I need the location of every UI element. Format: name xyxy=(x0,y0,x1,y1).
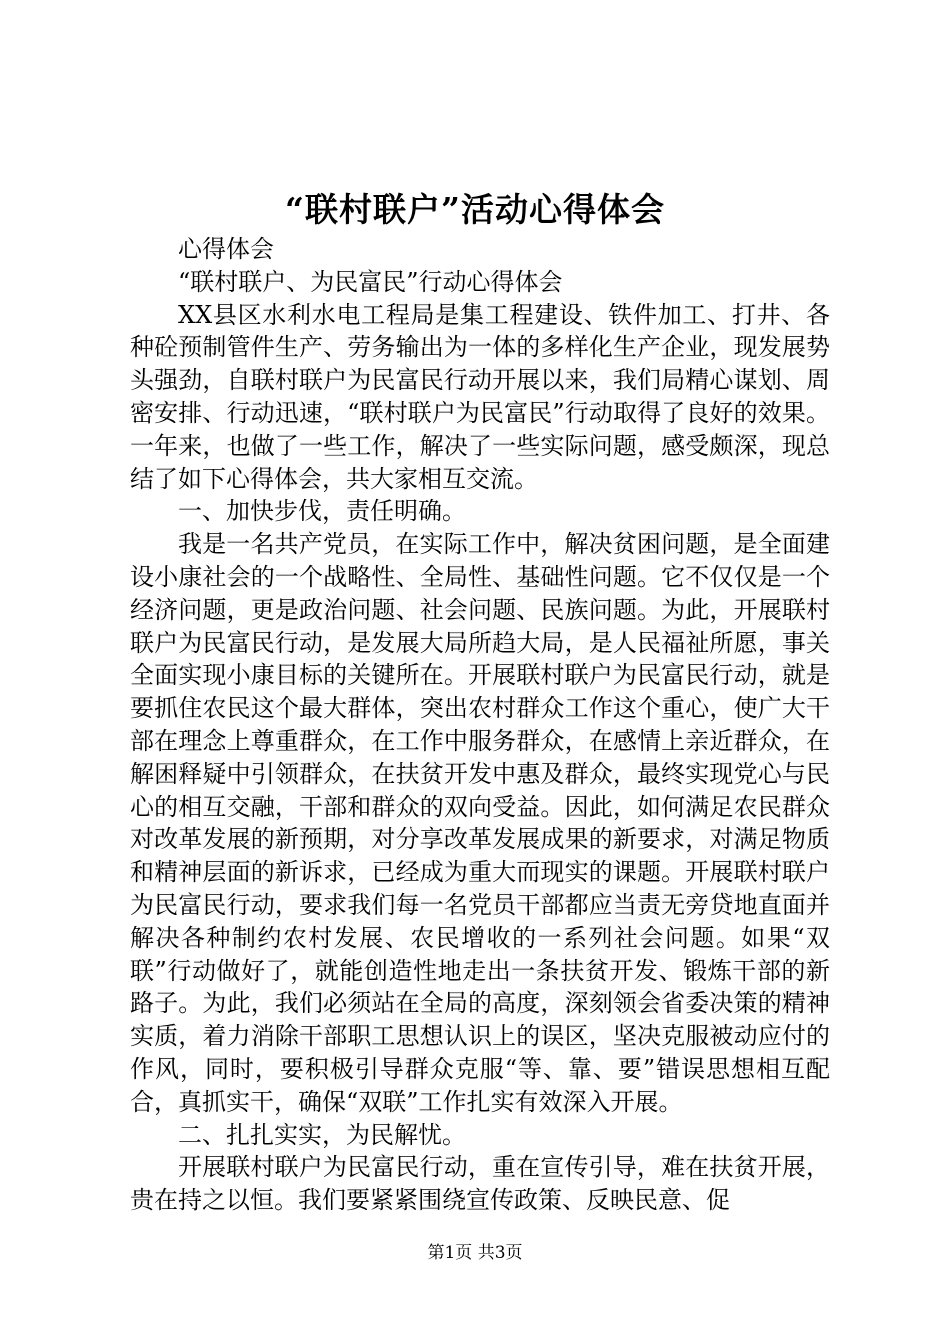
section-heading-1: 一、加快步伐，责任明确。 xyxy=(178,497,466,526)
paragraph-intro: XX县区水利水电工程局是集工程建设、铁件加工、打井、各种砼预制管件生产、劳务输出为一体的多样化生产企业，现发展势头强劲，自联村联户为民富民行动开展以来，我们局精心谋划、周密安排、行动迅速，“联村联户为民富民”行动取得了良好的效果。一年来，也做了一些工作，解决了一些实际问题，感受颇深，现总结了如下心得体会，共大家相互交流。 xyxy=(130,300,830,493)
page-number-footer: 第1页 共3页 xyxy=(427,1243,523,1263)
document-title: “联村联户”活动心得体会 xyxy=(285,190,665,229)
paragraph-section-1: 我是一名共产党员，在实际工作中，解决贫困问题，是全面建设小康社会的一个战略性、全局性、基础性问题。它不仅仅是一个经济问题，更是政治问题、社会问题、民族问题。为此，开展联村联户为民富民行动，是发展大局所趋大局，是人民福祉所愿，事关全面实现小康目标的关键所在。开展联村联户为民富民行动，就是要抓住农民这个最大群体，突出农村群众工作这个重心，使广大干部在理念上尊重群众，在工作中服务群众，在感情上亲近群众，在解困释疑中引领群众，在扶贫开发中惠及群众，最终实现党心与民心的相互交融，干部和群众的双向受益。因此，如何满足农民群众对改革发展的新预期，对分享改革发展成果的新要求，对满足物质和精神层面的新诉求，已经成为重大而现实的课题。开展联村联户为民富民行动，要求我们每一名党员干部都应当责无旁贷地直面并解决各种制约农村发展、农民增收的一系列社会问题。如果“双联”行动做好了，就能创造性地走出一条扶贫开发、锻炼干部的新路子。为此，我们必须站在全局的高度，深刻领会省委决策的精神实质，着力消除干部职工思想认识上的误区，坚决克服被动应付的作风，同时，要积极引导群众克服“等、靠、要”错误思想相互配合，真抓实干，确保“双联”工作扎实有效深入开展。 xyxy=(130,530,830,1116)
paragraph-heading-label: 心得体会 xyxy=(178,235,274,263)
paragraph-subtitle: “联村联户、为民富民”行动心得体会 xyxy=(178,267,563,296)
section-heading-2: 二、扎扎实实，为民解忧。 xyxy=(178,1120,466,1149)
document-body xyxy=(130,233,830,1217)
paragraph-section-2: 开展联村联户为民富民行动，重在宣传引导，难在扶贫开展，贵在持之以恒。我们要紧紧围绕宣传政策、反映民意、促 xyxy=(130,1153,830,1215)
